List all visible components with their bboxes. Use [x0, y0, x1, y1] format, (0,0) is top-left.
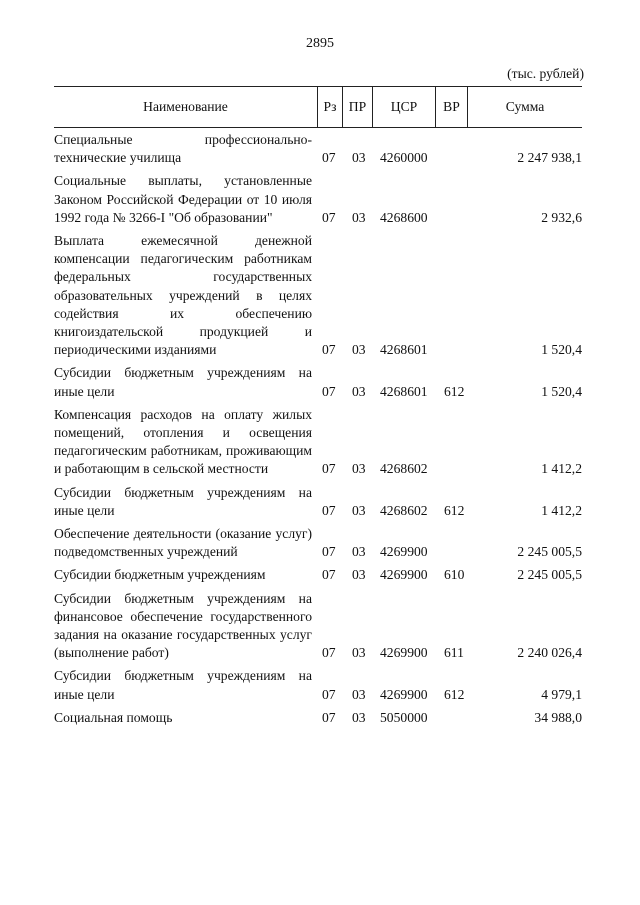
- row-rz: 07: [322, 709, 336, 725]
- row-sum: 2 245 005,5: [517, 544, 582, 560]
- row-pr: 03: [352, 209, 366, 225]
- row-pr: 03: [352, 567, 366, 583]
- column-header-pr: ПР: [342, 87, 372, 127]
- table-row: [54, 709, 582, 727]
- row-rz: 07: [322, 342, 336, 358]
- table-row: [54, 484, 582, 520]
- column-header-name: Наименование: [143, 99, 228, 114]
- row-csr: 4268602: [380, 461, 428, 477]
- row-csr: 4268602: [380, 502, 428, 518]
- row-csr: 4268601: [380, 383, 428, 399]
- table-row: [54, 590, 582, 663]
- row-vr: 612: [444, 383, 465, 399]
- row-rz: 07: [322, 686, 336, 702]
- row-pr: 03: [352, 383, 366, 399]
- table-row: [54, 232, 582, 359]
- row-pr: 03: [352, 461, 366, 477]
- row-pr: 03: [352, 544, 366, 560]
- row-vr: 610: [444, 567, 465, 583]
- row-sum: 2 247 938,1: [517, 150, 582, 166]
- row-csr: 4269900: [380, 567, 428, 583]
- table-row: [54, 364, 582, 400]
- row-pr: 03: [352, 150, 366, 166]
- row-csr: 4268600: [380, 209, 428, 225]
- row-sum: 2 245 005,5: [517, 567, 582, 583]
- page-number: 2895: [306, 36, 334, 51]
- row-name: Специальные профессионально-технические училища: [54, 132, 312, 166]
- row-sum: 2 932,6: [541, 209, 582, 225]
- row-pr: 03: [352, 709, 366, 725]
- row-name: Выплата ежемесячной денежной компенсации педагогическим работникам федеральных государственных образовательных учреждений в целях содействия их обеспечению книгоиздательской продукцией и периодическими изданиями: [54, 233, 312, 358]
- table-row: [54, 406, 582, 479]
- column-header-sum: Сумма: [467, 87, 582, 127]
- row-name: Обеспечение деятельности (оказание услуг) подведомственных учреждений: [54, 526, 312, 560]
- row-pr: 03: [352, 502, 366, 518]
- table-row: [54, 172, 582, 227]
- row-vr: 612: [444, 686, 465, 702]
- row-name: Субсидии бюджетным учреждениям на иные цели: [54, 365, 312, 399]
- table-row: [54, 667, 582, 703]
- units-label: (тыс. рублей): [507, 66, 584, 81]
- row-rz: 07: [322, 383, 336, 399]
- row-csr: 4268601: [380, 342, 428, 358]
- row-name: Субсидии бюджетным учреждениям на финансовое обеспечение государственного задания на оказание государственных услуг (выполнение работ): [54, 590, 312, 661]
- row-sum: 1 412,2: [541, 461, 582, 477]
- row-csr: 4269900: [380, 544, 428, 560]
- row-sum: 1 412,2: [541, 502, 582, 518]
- row-pr: 03: [352, 645, 366, 661]
- row-csr: 4269900: [380, 686, 428, 702]
- row-name: Компенсация расходов на оплату жилых помещений, отопления и освещения педагогическим работникам, проживающим и работающим в сельской местности: [54, 406, 312, 477]
- row-rz: 07: [322, 502, 336, 518]
- column-header-csr: ЦСР: [372, 87, 435, 127]
- table-row: [54, 131, 582, 167]
- row-sum: 1 520,4: [541, 342, 582, 358]
- row-name: Социальная помощь: [54, 709, 173, 725]
- row-rz: 07: [322, 567, 336, 583]
- row-pr: 03: [352, 686, 366, 702]
- row-name: Социальные выплаты, установленные Законом Российской Федерации от 10 июля 1992 года № 3266-I "Об образовании": [54, 173, 312, 225]
- row-sum: 4 979,1: [541, 686, 582, 702]
- table-row: [54, 566, 582, 584]
- row-csr: 4260000: [380, 150, 428, 166]
- column-header-rz: Рз: [317, 87, 342, 127]
- row-csr: 5050000: [380, 709, 428, 725]
- table-header: [54, 86, 582, 128]
- row-csr: 4269900: [380, 645, 428, 661]
- table-body: [54, 131, 582, 732]
- row-sum: 1 520,4: [541, 383, 582, 399]
- column-header-vr: ВР: [435, 87, 467, 127]
- row-vr: 612: [444, 502, 465, 518]
- row-name: Субсидии бюджетным учреждениям на иные цели: [54, 484, 312, 518]
- row-rz: 07: [322, 645, 336, 661]
- row-rz: 07: [322, 150, 336, 166]
- row-rz: 07: [322, 461, 336, 477]
- row-sum: 34 988,0: [534, 709, 582, 725]
- row-name: Субсидии бюджетным учреждениям: [54, 567, 266, 583]
- row-name: Субсидии бюджетным учреждениям на иные цели: [54, 668, 312, 702]
- row-sum: 2 240 026,4: [517, 645, 582, 661]
- row-vr: 611: [444, 645, 464, 661]
- row-rz: 07: [322, 544, 336, 560]
- row-pr: 03: [352, 342, 366, 358]
- table-row: [54, 525, 582, 561]
- row-rz: 07: [322, 209, 336, 225]
